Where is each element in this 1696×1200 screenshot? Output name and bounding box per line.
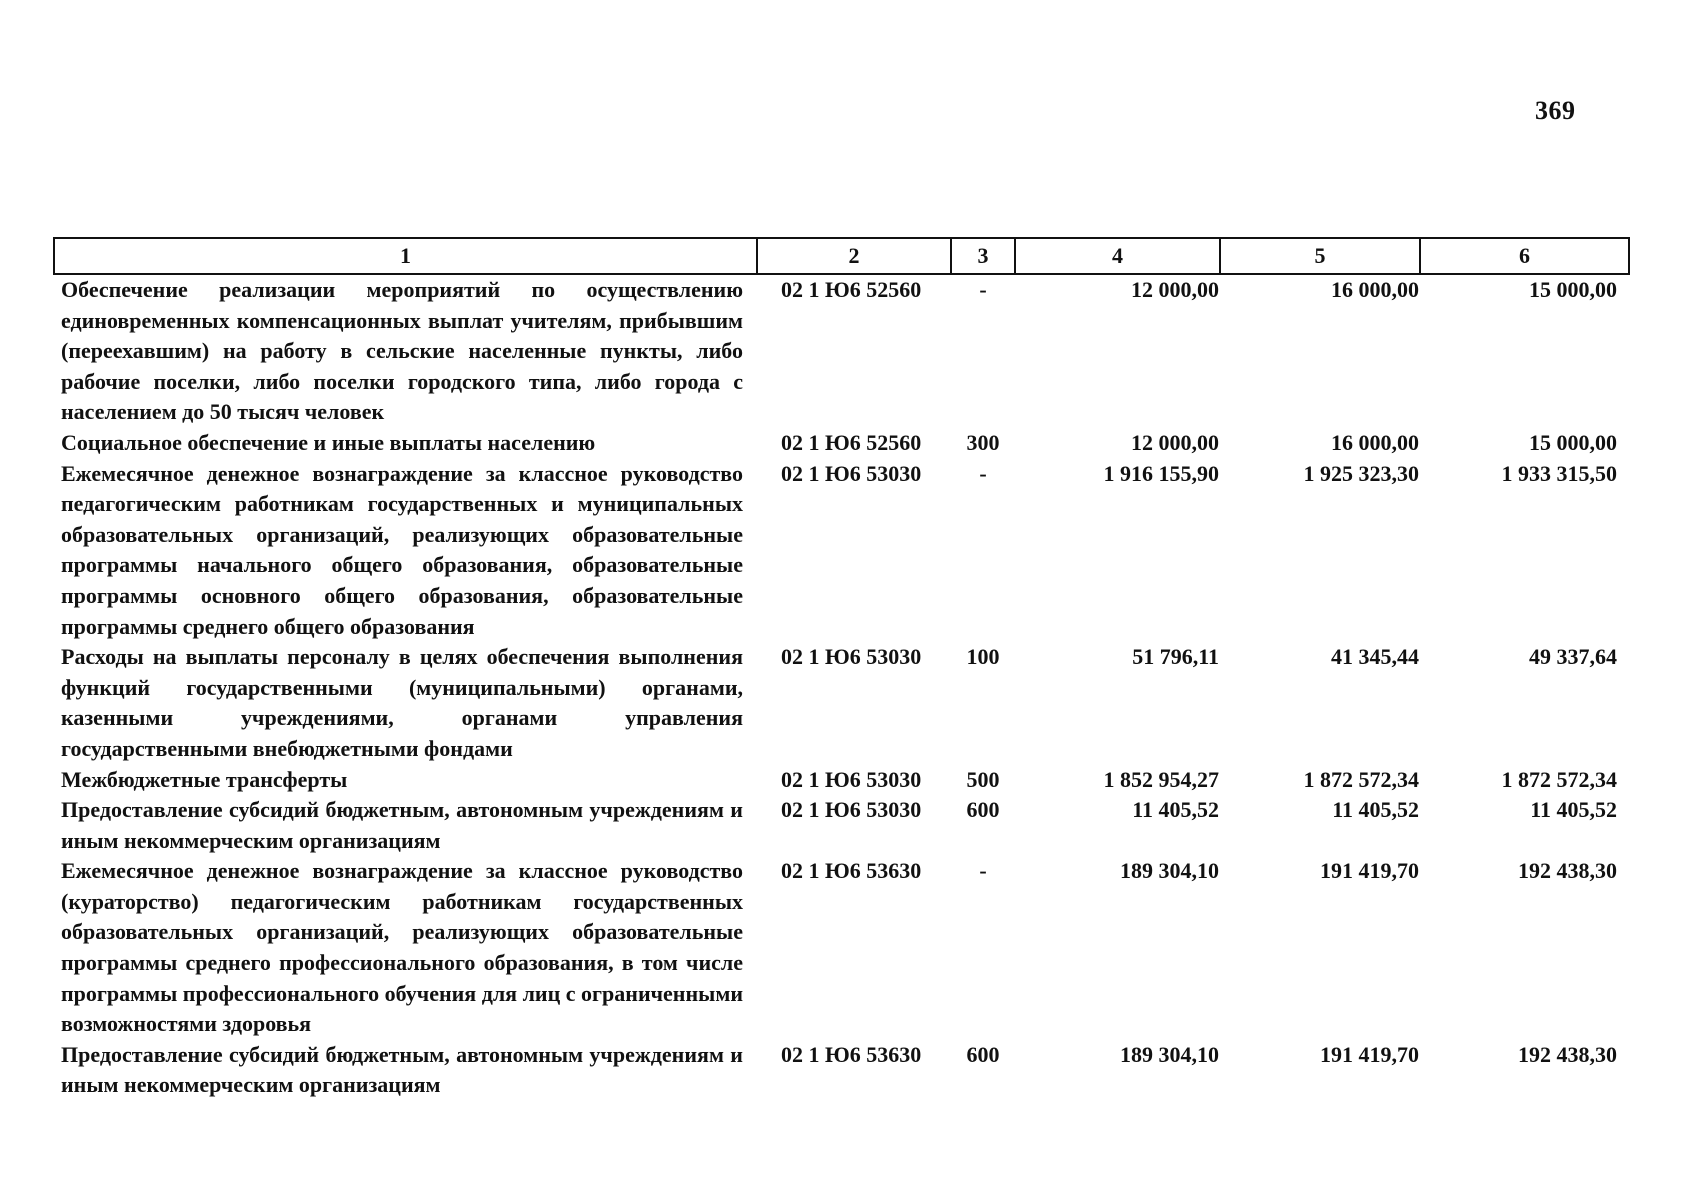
row-code: 02 1 Ю6 53030 bbox=[781, 766, 922, 792]
row-amount-col5: 191 419,70 bbox=[1320, 1041, 1419, 1067]
row-name: Расходы на выплаты персоналу в целях обеспечения выполнения функций государственными (муниципальными) органами, казенными учреждениями, органами управления государственными внебюджетными фондами bbox=[61, 644, 743, 761]
column-header-1: 1 bbox=[54, 238, 757, 274]
row-amount-col4: 11 405,52 bbox=[1132, 797, 1219, 823]
row-expense-type: 300 bbox=[966, 429, 1000, 455]
row-amount-col5: 16 000,00 bbox=[1331, 277, 1419, 302]
row-expense-type: 500 bbox=[966, 766, 1000, 792]
row-amount-col5: 11 405,52 bbox=[1332, 797, 1419, 823]
row-amount-col5: 1 925 323,30 bbox=[1303, 460, 1419, 486]
row-code: 02 1 Ю6 53630 bbox=[781, 1041, 922, 1067]
table-row bbox=[54, 428, 1629, 459]
row-code: 02 1 Ю6 52560 bbox=[781, 429, 922, 455]
column-header-3: 3 bbox=[951, 238, 1015, 274]
table-row bbox=[54, 642, 1629, 764]
row-amount-col6: 1 933 315,50 bbox=[1501, 460, 1617, 486]
row-amount-col4: 12 000,00 bbox=[1131, 429, 1219, 455]
row-amount-col6: 15 000,00 bbox=[1529, 277, 1617, 302]
row-code: 02 1 Ю6 53630 bbox=[781, 858, 922, 884]
row-name: Ежемесячное денежное вознаграждение за классное руководство (кураторство) педагогическим работникам государственных образовательных организаций, реализующих образовательные программы среднего профессионального образования, в том числе программы профессионального обучения для лиц с ограниченными возможностями здоровья bbox=[61, 858, 743, 1037]
table-row bbox=[54, 795, 1629, 856]
row-amount-col4: 189 304,10 bbox=[1120, 858, 1219, 884]
table-row bbox=[54, 274, 1629, 428]
column-header-5: 5 bbox=[1220, 238, 1420, 274]
header-row bbox=[54, 238, 1629, 274]
row-amount-col4: 189 304,10 bbox=[1120, 1041, 1219, 1067]
row-amount-col6: 15 000,00 bbox=[1529, 429, 1617, 455]
table-row bbox=[54, 1040, 1629, 1101]
column-header-2: 2 bbox=[757, 238, 951, 274]
row-code: 02 1 Ю6 53030 bbox=[781, 644, 922, 670]
row-code: 02 1 Ю6 53030 bbox=[781, 460, 922, 486]
column-header-4: 4 bbox=[1015, 238, 1220, 274]
table-row bbox=[54, 856, 1629, 1040]
row-amount-col6: 192 438,30 bbox=[1518, 1041, 1617, 1067]
row-code: 02 1 Ю6 52560 bbox=[781, 277, 922, 302]
row-amount-col5: 191 419,70 bbox=[1320, 858, 1419, 884]
row-name: Обеспечение реализации мероприятий по осуществлению единовременных компенсационных выплат учителям, прибывшим (переехавшим) на работу в сельские населенные пункты, либо рабочие поселки, либо поселки городского типа, либо города с населением до 50 тысяч человек bbox=[61, 277, 743, 425]
table-body bbox=[54, 274, 1629, 1101]
row-amount-col4: 1 852 954,27 bbox=[1103, 766, 1219, 792]
row-expense-type: 100 bbox=[966, 644, 1000, 670]
row-expense-type: - bbox=[979, 460, 987, 486]
row-name: Социальное обеспечение и иные выплаты населению bbox=[61, 429, 596, 455]
row-name: Межбюджетные трансферты bbox=[61, 766, 348, 792]
row-amount-col5: 41 345,44 bbox=[1331, 644, 1419, 670]
table-header bbox=[54, 238, 1629, 274]
row-amount-col6: 11 405,52 bbox=[1530, 797, 1617, 823]
column-header-6: 6 bbox=[1420, 238, 1629, 274]
row-amount-col4: 51 796,11 bbox=[1132, 644, 1219, 670]
row-expense-type: - bbox=[979, 858, 987, 884]
row-expense-type: - bbox=[979, 277, 987, 302]
row-expense-type: 600 bbox=[966, 797, 1000, 823]
row-amount-col6: 1 872 572,34 bbox=[1501, 766, 1617, 792]
row-amount-col4: 12 000,00 bbox=[1131, 277, 1219, 302]
row-name: Предоставление субсидий бюджетным, автономным учреждениям и иным некоммерческим организациям bbox=[61, 797, 743, 853]
table-row bbox=[54, 459, 1629, 643]
row-name: Ежемесячное денежное вознаграждение за классное руководство педагогическим работникам государственных и муниципальных образовательных организаций, реализующих образовательные программы начального общего образования, образовательные программы основного общего образования, образовательные программы среднего общего образования bbox=[61, 460, 743, 639]
row-amount-col6: 49 337,64 bbox=[1529, 644, 1617, 670]
row-amount-col5: 1 872 572,34 bbox=[1303, 766, 1419, 792]
row-code: 02 1 Ю6 53030 bbox=[781, 797, 922, 823]
page-number: 369 bbox=[1535, 96, 1576, 125]
row-expense-type: 600 bbox=[966, 1041, 1000, 1067]
row-amount-col6: 192 438,30 bbox=[1518, 858, 1617, 884]
table-row bbox=[54, 765, 1629, 796]
row-amount-col5: 16 000,00 bbox=[1331, 429, 1419, 455]
budget-table bbox=[53, 237, 1630, 1101]
row-amount-col4: 1 916 155,90 bbox=[1103, 460, 1219, 486]
row-name: Предоставление субсидий бюджетным, автономным учреждениям и иным некоммерческим организациям bbox=[61, 1041, 743, 1098]
